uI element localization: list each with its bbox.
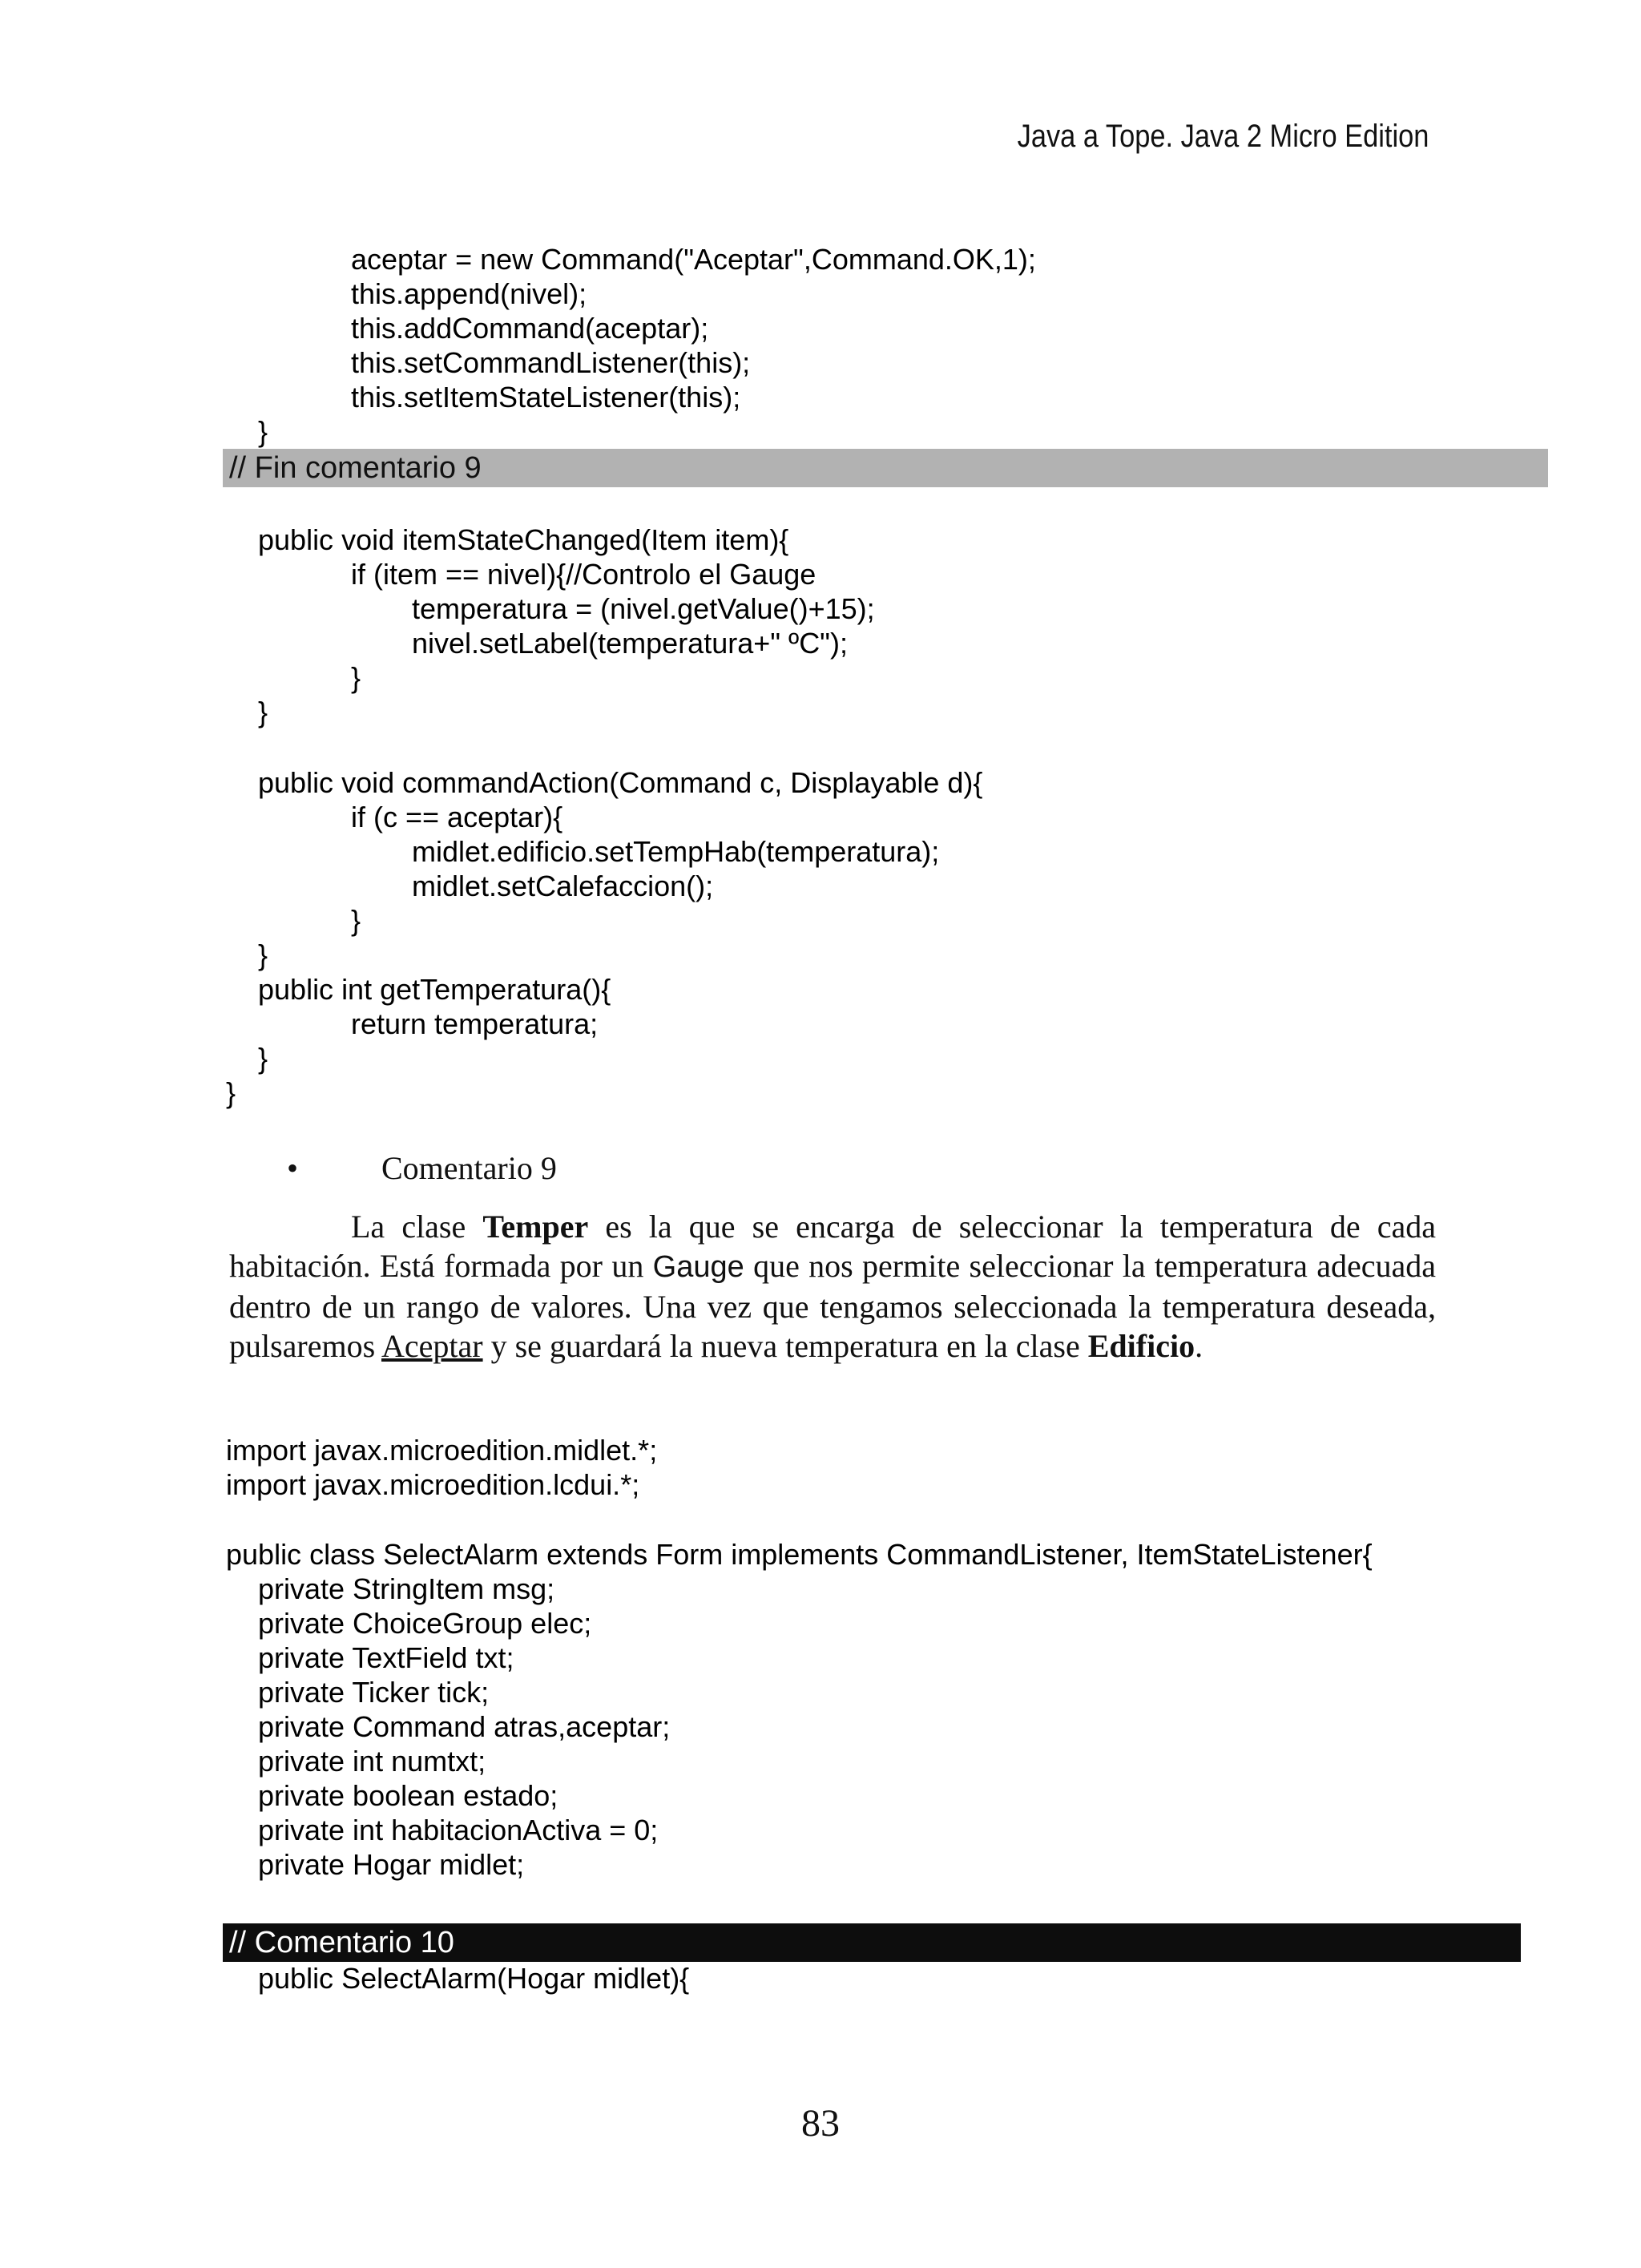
class-name-temper: Temper	[482, 1209, 589, 1245]
code-line: private Ticker tick;	[258, 1676, 490, 1709]
code-line: }	[258, 1042, 268, 1075]
paragraph-text: La clase	[351, 1209, 483, 1245]
code-line: }	[258, 938, 268, 971]
code-line: midlet.setCalefaccion();	[412, 870, 714, 902]
code-line: import javax.microedition.lcdui.*;	[226, 1468, 640, 1501]
bullet-symbol: •	[287, 1150, 299, 1186]
code-line: this.append(nivel);	[351, 277, 587, 310]
comment-bar-comentario-10: // Comentario 10	[223, 1923, 1521, 1962]
paragraph-text: .	[1195, 1328, 1204, 1364]
code-line: this.addCommand(aceptar);	[351, 312, 709, 345]
code-line: if (c == aceptar){	[351, 801, 563, 833]
code-line: temperatura = (nivel.getValue()+15);	[412, 592, 875, 625]
comment-bar-fin-comentario-9: // Fin comentario 9	[223, 449, 1548, 487]
code-line: private Hogar midlet;	[258, 1848, 525, 1881]
class-name-edificio: Edificio	[1087, 1328, 1195, 1364]
paragraph-text: es la que se encarga de seleccionar la temperatura de cada habitación. Está formada por un	[229, 1209, 1436, 1284]
paragraph-text: que nos permite seleccionar la temperatura adecuada dentro de un rango de valores. Una vez que tengamos seleccionada la temperatura deseada, pulsaremos	[229, 1248, 1436, 1364]
code-line: }	[258, 415, 268, 448]
aceptar-term: Aceptar	[381, 1328, 483, 1364]
code-line: this.setCommandListener(this);	[351, 346, 751, 379]
bullet-label: Comentario 9	[381, 1150, 557, 1186]
code-line: public void commandAction(Command c, Displayable d){	[258, 766, 983, 799]
code-line: }	[226, 1076, 236, 1109]
code-line: private int numtxt;	[258, 1745, 486, 1778]
code-line: nivel.setLabel(temperatura+" ºC");	[412, 627, 848, 660]
code-line: }	[258, 696, 268, 728]
running-header: Java a Tope. Java 2 Micro Edition	[1017, 119, 1429, 154]
bullet-item	[287, 1149, 557, 1188]
code-line: private ChoiceGroup elec;	[258, 1607, 592, 1640]
code-line: private StringItem msg;	[258, 1572, 555, 1605]
code-line: }	[351, 904, 361, 937]
code-line: public int getTemperatura(){	[258, 973, 611, 1006]
code-line: this.setItemStateListener(this);	[351, 381, 741, 414]
code-line: midlet.edificio.setTempHab(temperatura);	[412, 835, 940, 868]
code-line: private TextField txt;	[258, 1641, 514, 1674]
code-line: public void itemStateChanged(Item item){	[258, 523, 789, 556]
code-line: private int habitacionActiva = 0;	[258, 1814, 659, 1846]
paragraph-text: y se guardará la nueva temperatura en la clase	[482, 1328, 1088, 1364]
code-line: public class SelectAlarm extends Form implements CommandListener, ItemStateListener{	[226, 1538, 1373, 1571]
body-paragraph	[229, 1207, 1436, 1366]
code-line: aceptar = new Command("Aceptar",Command.OK,1);	[351, 243, 1036, 276]
code-line: if (item == nivel){//Controlo el Gauge	[351, 558, 816, 591]
code-line: private boolean estado;	[258, 1779, 558, 1812]
code-line: }	[351, 661, 361, 694]
code-line: private Command atras,aceptar;	[258, 1710, 671, 1743]
gauge-term: Gauge	[652, 1250, 744, 1284]
code-line: public SelectAlarm(Hogar midlet){	[258, 1962, 690, 1995]
code-line: import javax.microedition.midlet.*;	[226, 1434, 658, 1467]
page-number: 83	[801, 2102, 840, 2145]
code-line: return temperatura;	[351, 1007, 599, 1040]
